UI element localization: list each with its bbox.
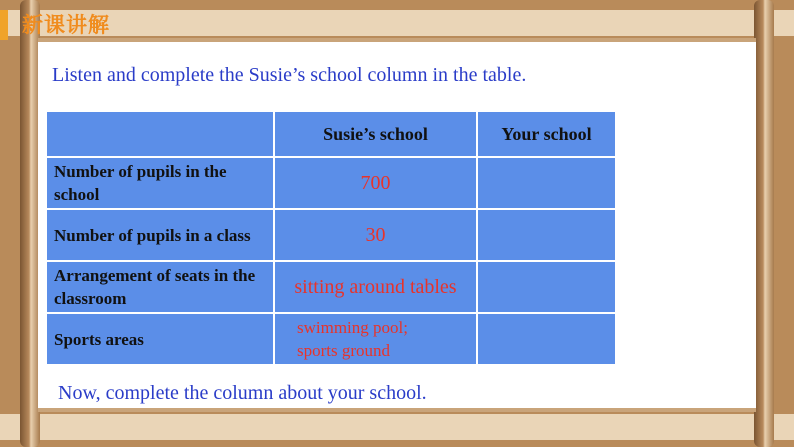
your-school-cell[interactable] <box>477 313 616 365</box>
header-cell-empty <box>46 111 274 157</box>
row-label: Number of pupils in a class <box>46 209 274 261</box>
scroll-right-roll <box>754 0 774 447</box>
susie-answer <box>274 313 477 365</box>
table-row <box>46 313 616 365</box>
scroll-left-roll <box>20 0 40 447</box>
your-school-cell[interactable] <box>477 261 616 313</box>
instruction-top: Listen and complete the Susie’s school column in the table. <box>52 64 527 86</box>
susie-answer: sitting around tables <box>274 261 477 313</box>
your-school-cell[interactable] <box>477 209 616 261</box>
answer-line: swimming pool; <box>297 318 408 337</box>
instruction-bottom: Now, complete the column about your school. <box>58 382 427 404</box>
your-school-cell[interactable] <box>477 157 616 209</box>
school-comparison-table <box>45 110 617 366</box>
header-cell-yours: Your school <box>477 111 616 157</box>
title-accent-stripe <box>0 10 8 40</box>
table-row <box>46 209 616 261</box>
scroll-top-band <box>0 10 794 36</box>
row-label: Sports areas <box>46 313 274 365</box>
susie-answer: 30 <box>274 209 477 261</box>
table-row <box>46 261 616 313</box>
table-header-row <box>46 111 616 157</box>
header-cell-susie: Susie’s school <box>274 111 477 157</box>
answer-line: sports ground <box>297 341 391 360</box>
page-title: 新课讲解 <box>22 13 110 37</box>
scroll-bottom-band <box>0 414 794 440</box>
susie-answer: 700 <box>274 157 477 209</box>
table-row <box>46 157 616 209</box>
row-label: Arrangement of seats in the classroom <box>46 261 274 313</box>
row-label: Number of pupils in the school <box>46 157 274 209</box>
